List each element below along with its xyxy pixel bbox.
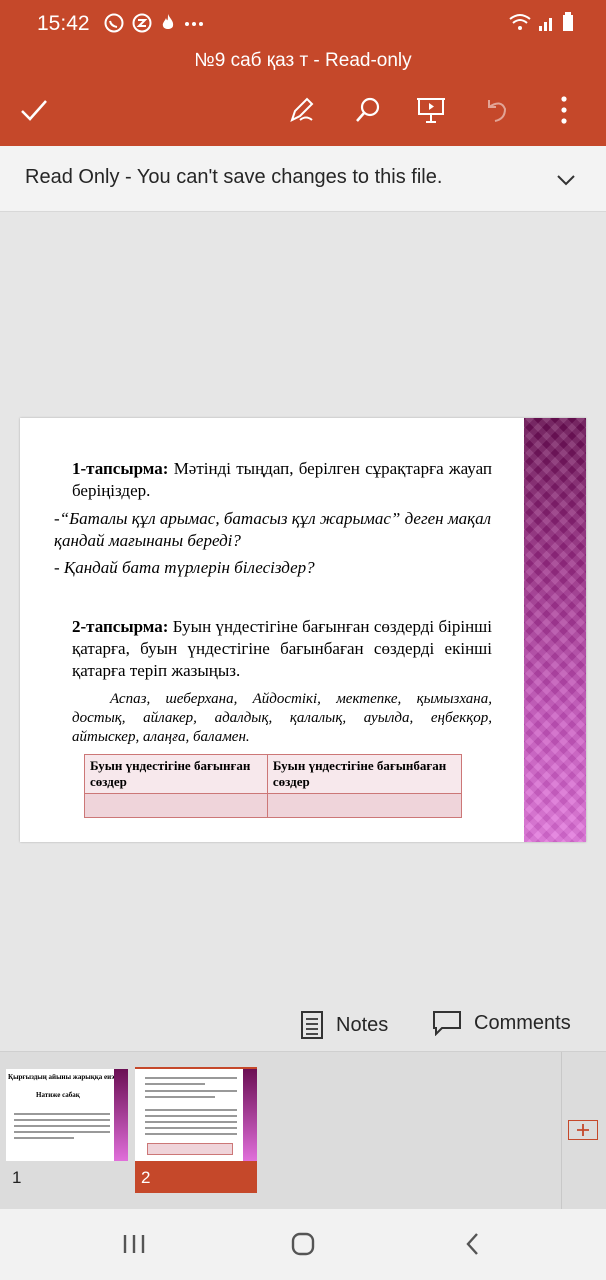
task1-body: Мәтінді тыңдап, берілген сұрақтарға жауап беріңіздер. (72, 459, 492, 500)
thumbnail-table (147, 1143, 233, 1155)
slide-thumbnail-2[interactable] (135, 1069, 257, 1161)
thumbnail-decoration (243, 1069, 257, 1161)
task1-text (72, 458, 492, 502)
thumbnail-text-line (14, 1137, 74, 1139)
thumbnail-text-line (145, 1096, 215, 1098)
whatsapp-icon (103, 12, 125, 34)
read-only-message: Read Only - You can't save changes to this file. (25, 166, 443, 188)
thumbnail-text-line (14, 1113, 110, 1115)
task2-body: Буын үндестігіне бағынған сөздерді бірінші қатарға, буын үндестігіне бағынбаған сөздерді екінші қатарға теріп жазыңыз. (72, 617, 492, 680)
document-title: №9 саб қаз т - Read-only (194, 50, 412, 71)
expand-banner-button[interactable] (552, 168, 580, 192)
thumbnail-text-line (14, 1119, 110, 1121)
slide-decoration (524, 418, 586, 842)
signal-icon (538, 12, 556, 32)
undo-button[interactable] (476, 90, 516, 130)
home-icon (290, 1231, 316, 1257)
current-slide[interactable] (20, 418, 586, 842)
chevron-down-icon (552, 168, 580, 192)
draw-button[interactable] (281, 90, 321, 130)
thumbnail-text-line (14, 1131, 110, 1133)
pen-icon (286, 95, 316, 125)
notes-icon (300, 1010, 324, 1040)
thumbnail-text-line (145, 1121, 237, 1123)
search-icon (353, 95, 383, 125)
android-nav-bar (0, 1209, 606, 1280)
thumbnail-text-line (14, 1125, 110, 1127)
word-list: Аспаз, шеберхана, Айдостікі, мектепке, қымызхана, достық, айлакер, адалдық, қалалық, ауылда, еңбекқор, айтыскер, алаңға, баламен. (72, 691, 492, 745)
recents-icon (121, 1232, 147, 1256)
wifi-icon (508, 12, 532, 32)
table-header: Буын үндестігіне бағынған сөздер (85, 755, 268, 794)
thumbnail-1-subtitle: Натиже сабақ (36, 1091, 80, 1099)
thumbnail-text-line (145, 1133, 237, 1135)
thumbnail-text-line (145, 1115, 237, 1117)
read-only-banner (0, 146, 606, 212)
flame-icon (159, 12, 177, 34)
check-icon (19, 98, 49, 122)
status-time: 15:42 (37, 12, 90, 35)
done-button[interactable] (14, 90, 54, 130)
comment-icon (432, 1010, 462, 1036)
find-button[interactable] (348, 90, 388, 130)
slide-number-1: 1 (12, 1168, 22, 1187)
task1-label: 1-тапсырма: (72, 459, 169, 478)
add-slide-button[interactable] (568, 1120, 598, 1140)
task2-text (72, 616, 492, 682)
more-vertical-icon (559, 95, 569, 125)
more-options-button[interactable] (544, 90, 584, 130)
comments-button[interactable] (432, 1010, 571, 1036)
status-system-icons (508, 12, 574, 32)
notes-label: Notes (336, 1013, 389, 1036)
battery-icon (562, 12, 574, 32)
task2-label: 2-тапсырма: (72, 617, 169, 636)
present-icon (416, 95, 446, 125)
thumbnail-text-line (145, 1083, 205, 1085)
table-cell (267, 794, 461, 818)
plus-icon (576, 1123, 590, 1137)
thumbnail-1-title: Қырғыздың айыны жарыққа еиэ (8, 1073, 115, 1081)
thumbnail-text-line (145, 1127, 237, 1129)
slide-thumbnail-strip (0, 1051, 606, 1209)
answer-table (84, 754, 462, 818)
slide-thumbnail-1[interactable] (6, 1069, 128, 1161)
recents-button[interactable] (114, 1229, 154, 1259)
swift-icon (131, 12, 153, 34)
thumbnail-text-line (145, 1090, 237, 1092)
thumbnail-decoration (114, 1069, 128, 1161)
notes-button[interactable] (300, 1010, 388, 1040)
table-cell (85, 794, 268, 818)
app-header (0, 0, 606, 146)
table-header: Буын үндестігіне бағынбаған сөздер (267, 755, 461, 794)
more-dots-icon (183, 12, 205, 34)
question-2: - Қандай бата түрлерін білесіздер? (54, 558, 315, 577)
thumbnail-text-line (145, 1109, 237, 1111)
back-button[interactable] (453, 1229, 493, 1259)
undo-icon (481, 95, 511, 125)
comments-label: Comments (474, 1011, 571, 1034)
slide-number-2: 2 (141, 1168, 151, 1187)
present-button[interactable] (411, 90, 451, 130)
strip-divider (561, 1052, 562, 1210)
thumbnail-text-line (145, 1077, 237, 1079)
home-button[interactable] (283, 1229, 323, 1259)
question-1: -“Баталы құл арымас, батасыз құл жарымас” деген мақал қандай мағынаны береді? (54, 509, 492, 550)
status-notification-icons (103, 12, 205, 34)
back-icon (463, 1231, 483, 1257)
